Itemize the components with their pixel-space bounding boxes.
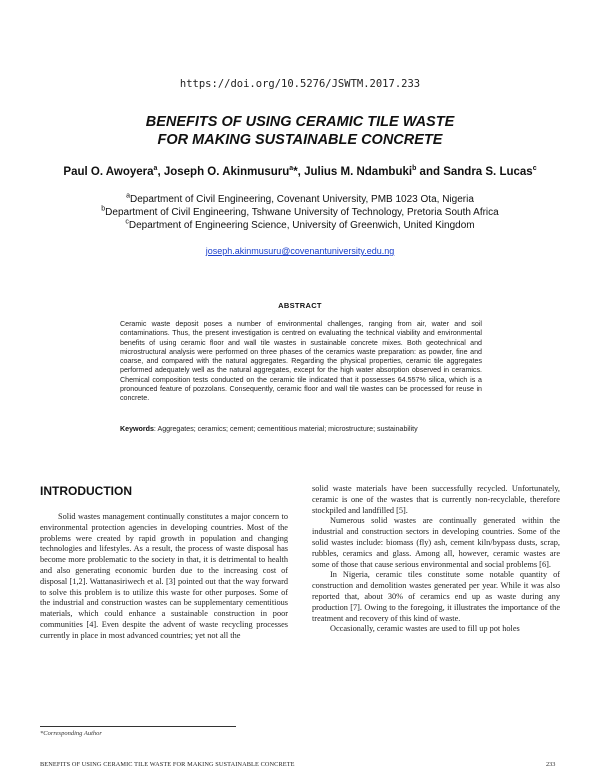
corresponding-email [0, 246, 600, 256]
keywords-text: : Aggregates; ceramics; cement; cementitious material; microstructure; sustainability [153, 425, 418, 433]
abstract-text: Ceramic waste deposit poses a number of environmental challenges, ranging from air, water and soil contaminations. Thus, the present investigation is centred on evaluating the technical viability and environmental benefits of using ceramic floor and wall tile wastes in sustainable concrete mixes. Both geotechnical and microstructural analysis were performed on three phases of the ceramics waste preparation: as powder, fine and coarse, and compared with the natural aggregates. Regarding the physical properties, ceramic tile aggregates performed adequately well as the natural aggregates, except for the high water absorption observed in ceramics. Chemical composition tests conducted on the ceramic tile indicated that it possesses 64.557% silica, which is a pronounced feature of pozzolans. Consequently, ceramic floor and wall tile wastes can be processed for reuse in concrete. [120, 320, 482, 403]
right-column [312, 484, 560, 635]
footnote-divider [40, 726, 236, 727]
paragraph: Numerous solid wastes are continually generated within the industrial and construction sectors in developing countries. Some of the solid wastes include: biomass (fly) ash, cement kiln/bypass dusts, scrap, rubbles, ceramics and glass. Among all, however, ceramic wastes are some of those that cause serious environmental and social problems [6]. [312, 516, 560, 569]
affiliation-text: Department of Engineering Science, University of Greenwich, United Kingdom [128, 220, 475, 231]
email-link[interactable]: joseph.akinmusuru@covenantuniversity.edu.ng [205, 246, 395, 256]
affiliation-a [0, 194, 600, 205]
paragraph: Solid wastes management continually constitutes a major concern to environmental protection agencies in developing countries. Most of the problems were created by rapid growth in population and changing technologies and lifestyles. As a result, the process of waste disposal has become more problematic to the society in that, it is detrimental to health and also generating economic burden due to the increasing cost of disposal [1,2]. Wattanasiriwech et al. [3] pointed out that the way forward to solve this problem is to utilize this waste for other purposes. Some of the industrial and construction wastes can be supplementary cementitious materials, which could enhance a sustainable construction in poor communities [4]. Even despite the advent of waste recycling processes currently in place in most advanced countries; yet not all the [40, 512, 288, 640]
paragraph: In Nigeria, ceramic tiles constitute some notable quantity of construction and demolition wastes generated per year. While it was also reported that, about 30% of ceramics end up as waste during any production [7]. Owing to the foregoing, it illustrates the importance of the treatment and recovery of this kind of waste. [312, 570, 560, 623]
affiliation-mark: c [125, 218, 129, 226]
paper-title-line-1: BENEFITS OF USING CERAMIC TILE WASTE [145, 114, 455, 130]
paper-title-line-2: FOR MAKING SUSTAINABLE CONCRETE [157, 132, 443, 148]
footnote: *Corresponding Author [40, 730, 102, 737]
author-name: Paul O. Awoyera [63, 166, 154, 178]
author-affiliation-mark: c [532, 165, 537, 173]
affiliation-text: Department of Civil Engineering, Tshwane University of Technology, Pretoria South Africa [105, 207, 499, 218]
running-footer: BENEFITS OF USING CERAMIC TILE WASTE FOR MAKING SUSTAINABLE CONCRETE [40, 761, 295, 768]
doi-link[interactable]: https://doi.org/10.5276/JSWTM.2017.233 [179, 78, 421, 90]
affiliation-mark: b [101, 205, 106, 213]
affiliation-c [0, 220, 600, 231]
author-name: Julius M. Ndambuki [304, 166, 413, 178]
author-list [0, 166, 600, 178]
page-number: 233 [546, 761, 556, 768]
paragraph: solid waste materials have been successfully recycled. Unfortunately, ceramic is one of the wastes that is currently non-recyclable, therefore stockpiled and landfilled [5]. [312, 484, 560, 515]
affiliation-b [0, 207, 600, 218]
author-affiliation-mark: a [289, 165, 294, 173]
keywords-line [120, 425, 495, 433]
author-affiliation-mark: a [153, 165, 158, 173]
author-name: Sandra S. Lucas [443, 166, 533, 178]
abstract-heading: ABSTRACT [278, 301, 322, 310]
author-name: Joseph O. Akinmusuru [163, 166, 290, 178]
paragraph: Occasionally, ceramic wastes are used to fill up pot holes [330, 624, 520, 634]
keywords-label: Keywords [120, 425, 154, 433]
affiliation-mark: a [126, 192, 131, 200]
left-column [40, 512, 288, 642]
introduction-heading: INTRODUCTION [40, 484, 132, 498]
author-separator: *, [293, 166, 305, 178]
author-separator: and [416, 166, 444, 178]
author-separator: , [157, 166, 164, 178]
author-affiliation-mark: b [412, 165, 417, 173]
affiliation-text: Department of Civil Engineering, Covenant University, PMB 1023 Ota, Nigeria [130, 194, 474, 205]
